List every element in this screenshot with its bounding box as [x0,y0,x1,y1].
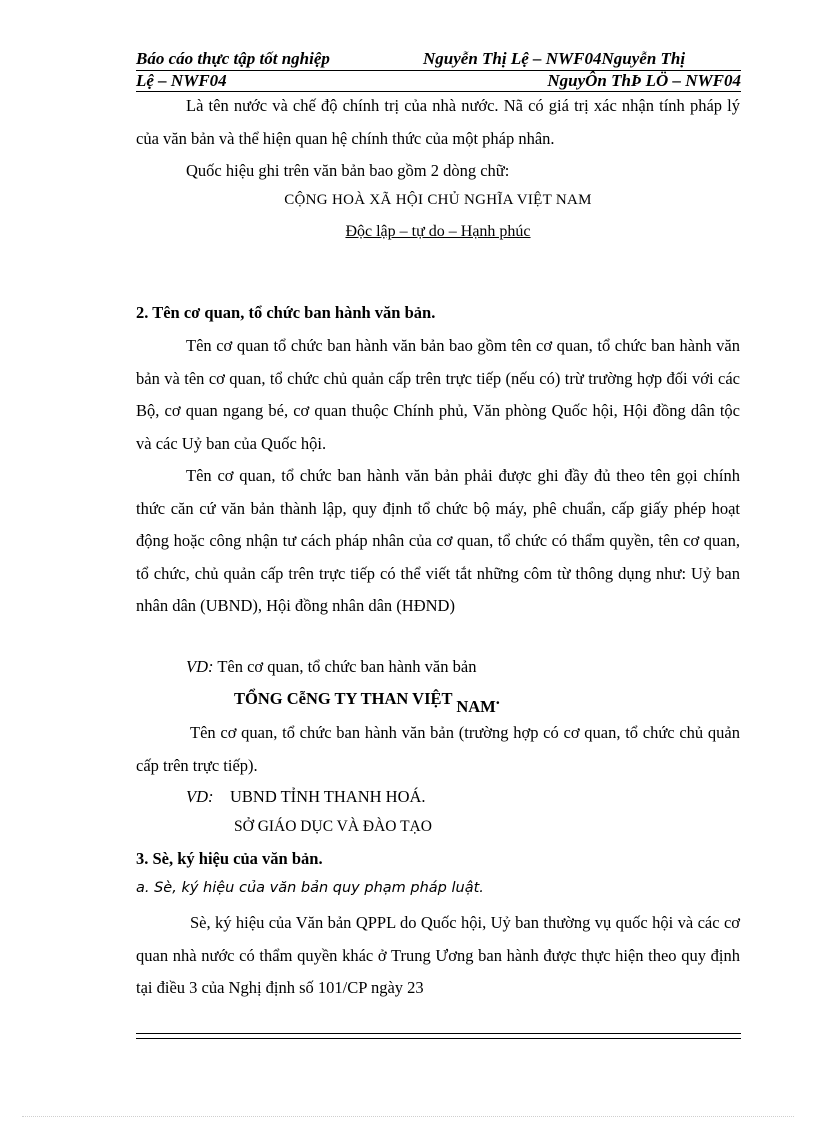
example-1-org-part-a: TỔNG CễNG TY THAN VIỆT [234,689,453,708]
example-1-label: VD: [186,657,214,676]
section-2-heading: 2. Tên cơ quan, tổ chức ban hành văn bản. [136,303,436,322]
section-2-paragraph-3: Tên cơ quan, tổ chức ban hành văn bản (trường hợp có cơ quan, tổ chức chủ quản cấp trên trực tiếp). [136,723,740,775]
header-author-continued: Lệ – NWF04 [136,71,227,90]
example-1-org-dot: . [495,689,500,708]
header-author: Nguyễn Thị Lệ – NWF04Nguyễn Thị [423,49,686,68]
section-3-paragraph-1: Sè, ký hiệu của Văn bản QPPL do Quốc hội, Uỷ ban thường vụ quốc hội và các cơ quan nhà nước có thẩm quyền khác ở Trung Ương ban hành được thực hiện theo quy định tại điều 3 của Nghị định số 101/CP ngày 23 [136,913,740,997]
intro-motto-lead: Quốc hiệu ghi trên văn bản bao gồm 2 dòng chữ: [186,161,510,180]
example-1-text: Tên cơ quan, tổ chức ban hành văn bản [213,657,477,676]
footer-rule-top [136,1033,741,1034]
section-2-paragraph-2: Tên cơ quan, tổ chức ban hành văn bản phải được ghi đầy đủ theo tên gọi chính thức căn cứ văn bản thành lập, quy định tổ chức bộ máy, phê chuẩn, cấp giấy phép hoạt động hoặc công nhận tư cách pháp nhân của cơ quan, tổ chức có thẩm quyền, tên cơ quan, tổ chức, chủ quản cấp trên trực tiếp có thể viết tắt những côm từ thông dụng như: Uỷ ban nhân dân (UBND), Hội đồng nhân dân (HĐND) [136,466,740,615]
example-1-organization [234,689,500,716]
national-motto-line1: CỘNG HOÀ XÃ HỘI CHỦ NGHĨA VIỆT NAM [284,192,592,208]
example-1-org-part-b: NAM [456,697,496,716]
example-2-label: VD: [186,787,214,806]
example-1 [186,657,476,677]
example-2-line-2: SỞ GIÁO DỤC VÀ ĐÀO TẠO [234,818,432,835]
section-3-heading: 3. Sè, ký hiệu của văn bản. [136,849,323,868]
section-2-paragraph-1: Tên cơ quan tổ chức ban hành văn bản bao gồm tên cơ quan, tổ chức ban hành văn bản và tên cơ quan, tổ chức chủ quản cấp trên trực tiếp (nếu có) trừ trường hợp đối với các Bộ, cơ quan ngang bé, cơ quan thuộc Chính phủ, Văn phòng Quốc hội, Hội đồng dân tộc và các Uỷ ban của Quốc hội. [136,336,740,453]
header-report-title: Báo cáo thực tập tốt nghiệp [136,49,330,68]
intro-paragraph: Là tên nước và chế độ chính trị của nhà nước. Nã có giá trị xác nhận tính pháp lý của văn bản và thể hiện quan hệ chính thức của một pháp nhân. [136,96,740,148]
section-3-subheading: a. Sè, ký hiệu của văn bản quy phạm pháp luật. [136,880,484,896]
example-2-line-1: UBND TỈNH THANH HOÁ. [230,787,426,806]
header-author-garbled: NguyÔn ThÞ LÖ – NWF04 [547,71,741,90]
page-frame-dotted-border [22,1116,794,1118]
footer-rule-bottom [136,1038,741,1039]
national-motto-line2: Độc lập – tự do – Hạnh phúc [345,223,531,240]
